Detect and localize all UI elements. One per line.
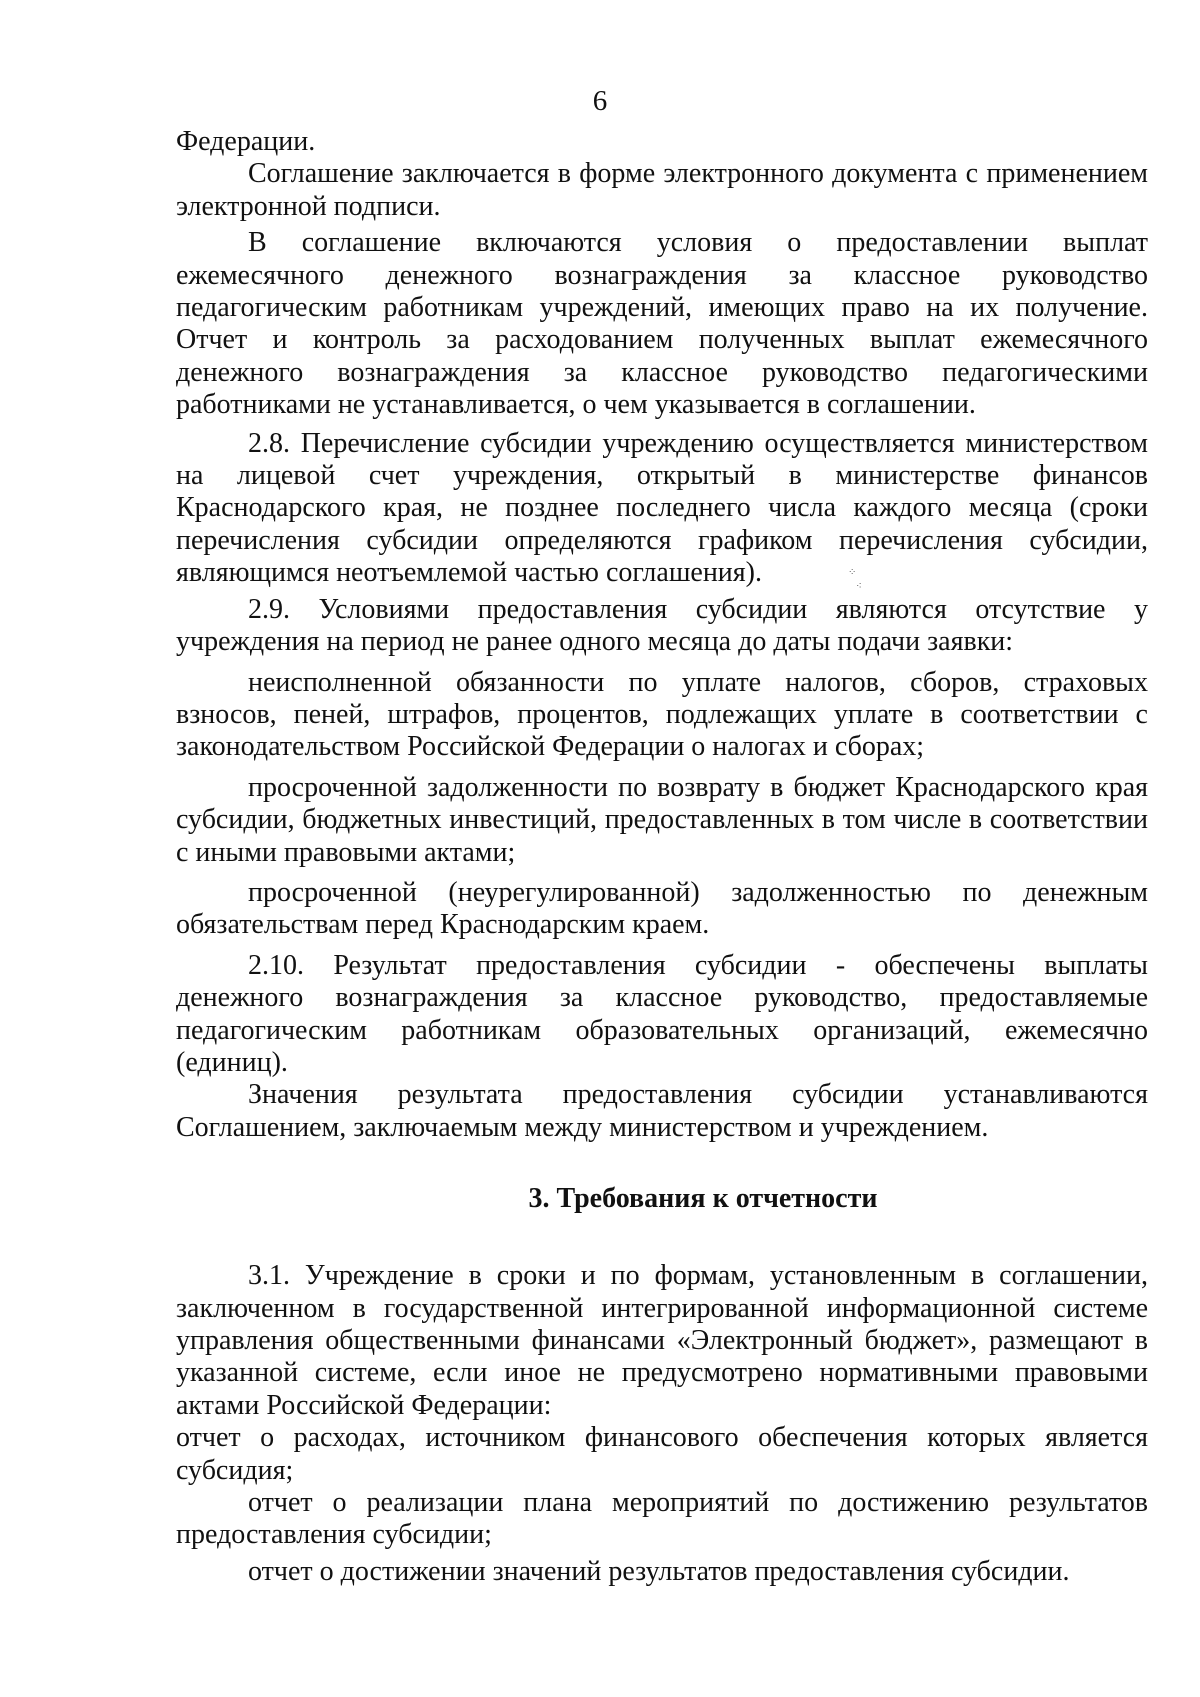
paragraph-result-values: Значения результата предоставления субсидии устанавливаются Соглашением, заключаемым между министерством и учреждением.	[176, 1079, 1148, 1143]
list-item-tax-obligations: неисполненной обязанности по уплате налогов, сборов, страховых взносов, пеней, штрафов, процентов, подлежащих уплате в соответствии с законодательством Российской Федерации о налогах и сборах;	[176, 666, 1148, 763]
list-item-expense-report: отчет о расходах, источником финансового обеспечения которых является субсидия;	[176, 1422, 1148, 1486]
scan-artifact: ⁘	[848, 567, 857, 578]
section-heading-reporting: 3. Требования к отчетности	[528, 1183, 878, 1215]
page-number: 6	[592, 85, 608, 117]
paragraph-2-10-result: 2.10. Результат предоставления субсидии - обеспечены выплаты денежного вознаграждения за классное руководство, предоставляемые педагогическим работникам образовательных организаций, ежемесячно (единиц).	[176, 949, 1148, 1078]
paragraph-agreement-conditions: В соглашение включаются условия о предоставлении выплат ежемесячного денежного вознаграждения за классное руководство педагогическим работникам учреждений, имеющих право на их получение. Отчет и контроль за расходованием полученных выплат ежемесячного денежного вознаграждения за классное руководство педагогическими работниками не устанавливается, о чем указывается в соглашении.	[176, 227, 1148, 421]
paragraph-2-9-conditions: 2.9. Условиями предоставления субсидии являются отсутствие у учреждения на период не ранее одного месяца до даты подачи заявки:	[176, 593, 1148, 658]
scan-artifact: ⁖	[856, 581, 862, 592]
paragraph-agreement-electronic: Соглашение заключается в форме электронного документа с применением электронной подписи.	[176, 158, 1148, 222]
paragraph-3-1-reports: 3.1. Учреждение в сроки и по формам, установленным в соглашении, заключенном в государственной интегрированной информационной системе управления общественными финансами «Электронный бюджет», размещают в указанной системе, если иное не предусмотрено нормативными правовыми актами Российской Федерации:	[176, 1260, 1148, 1421]
list-item-overdue-debt-return: просроченной задолженности по возврату в бюджет Краснодарского края субсидии, бюджетных инвестиций, предоставленных в том числе в соответствии с иными правовыми актами;	[176, 771, 1148, 868]
paragraph-2-8-transfer: 2.8. Перечисление субсидии учреждению осуществляется министерством на лицевой счет учреждения, открытый в министерстве финансов Краснодарского края, не позднее последнего числа каждого месяца (сроки перечисления субсидии определяются графиком перечисления субсидии, являющимся неотъемлемой частью соглашения).	[176, 427, 1148, 589]
list-item-action-plan-report: отчет о реализации плана мероприятий по достижению результатов предоставления субсидии;	[176, 1487, 1148, 1551]
document-body	[176, 126, 1148, 1588]
list-item-results-report: отчет о достижении значений результатов предоставления субсидии.	[248, 1555, 1070, 1587]
list-item-unsettled-debt: просроченной (неурегулированной) задолженностью по денежным обязательствам перед Краснодарским краем.	[176, 876, 1148, 941]
paragraph-federation-continued: Федерации.	[176, 126, 316, 157]
